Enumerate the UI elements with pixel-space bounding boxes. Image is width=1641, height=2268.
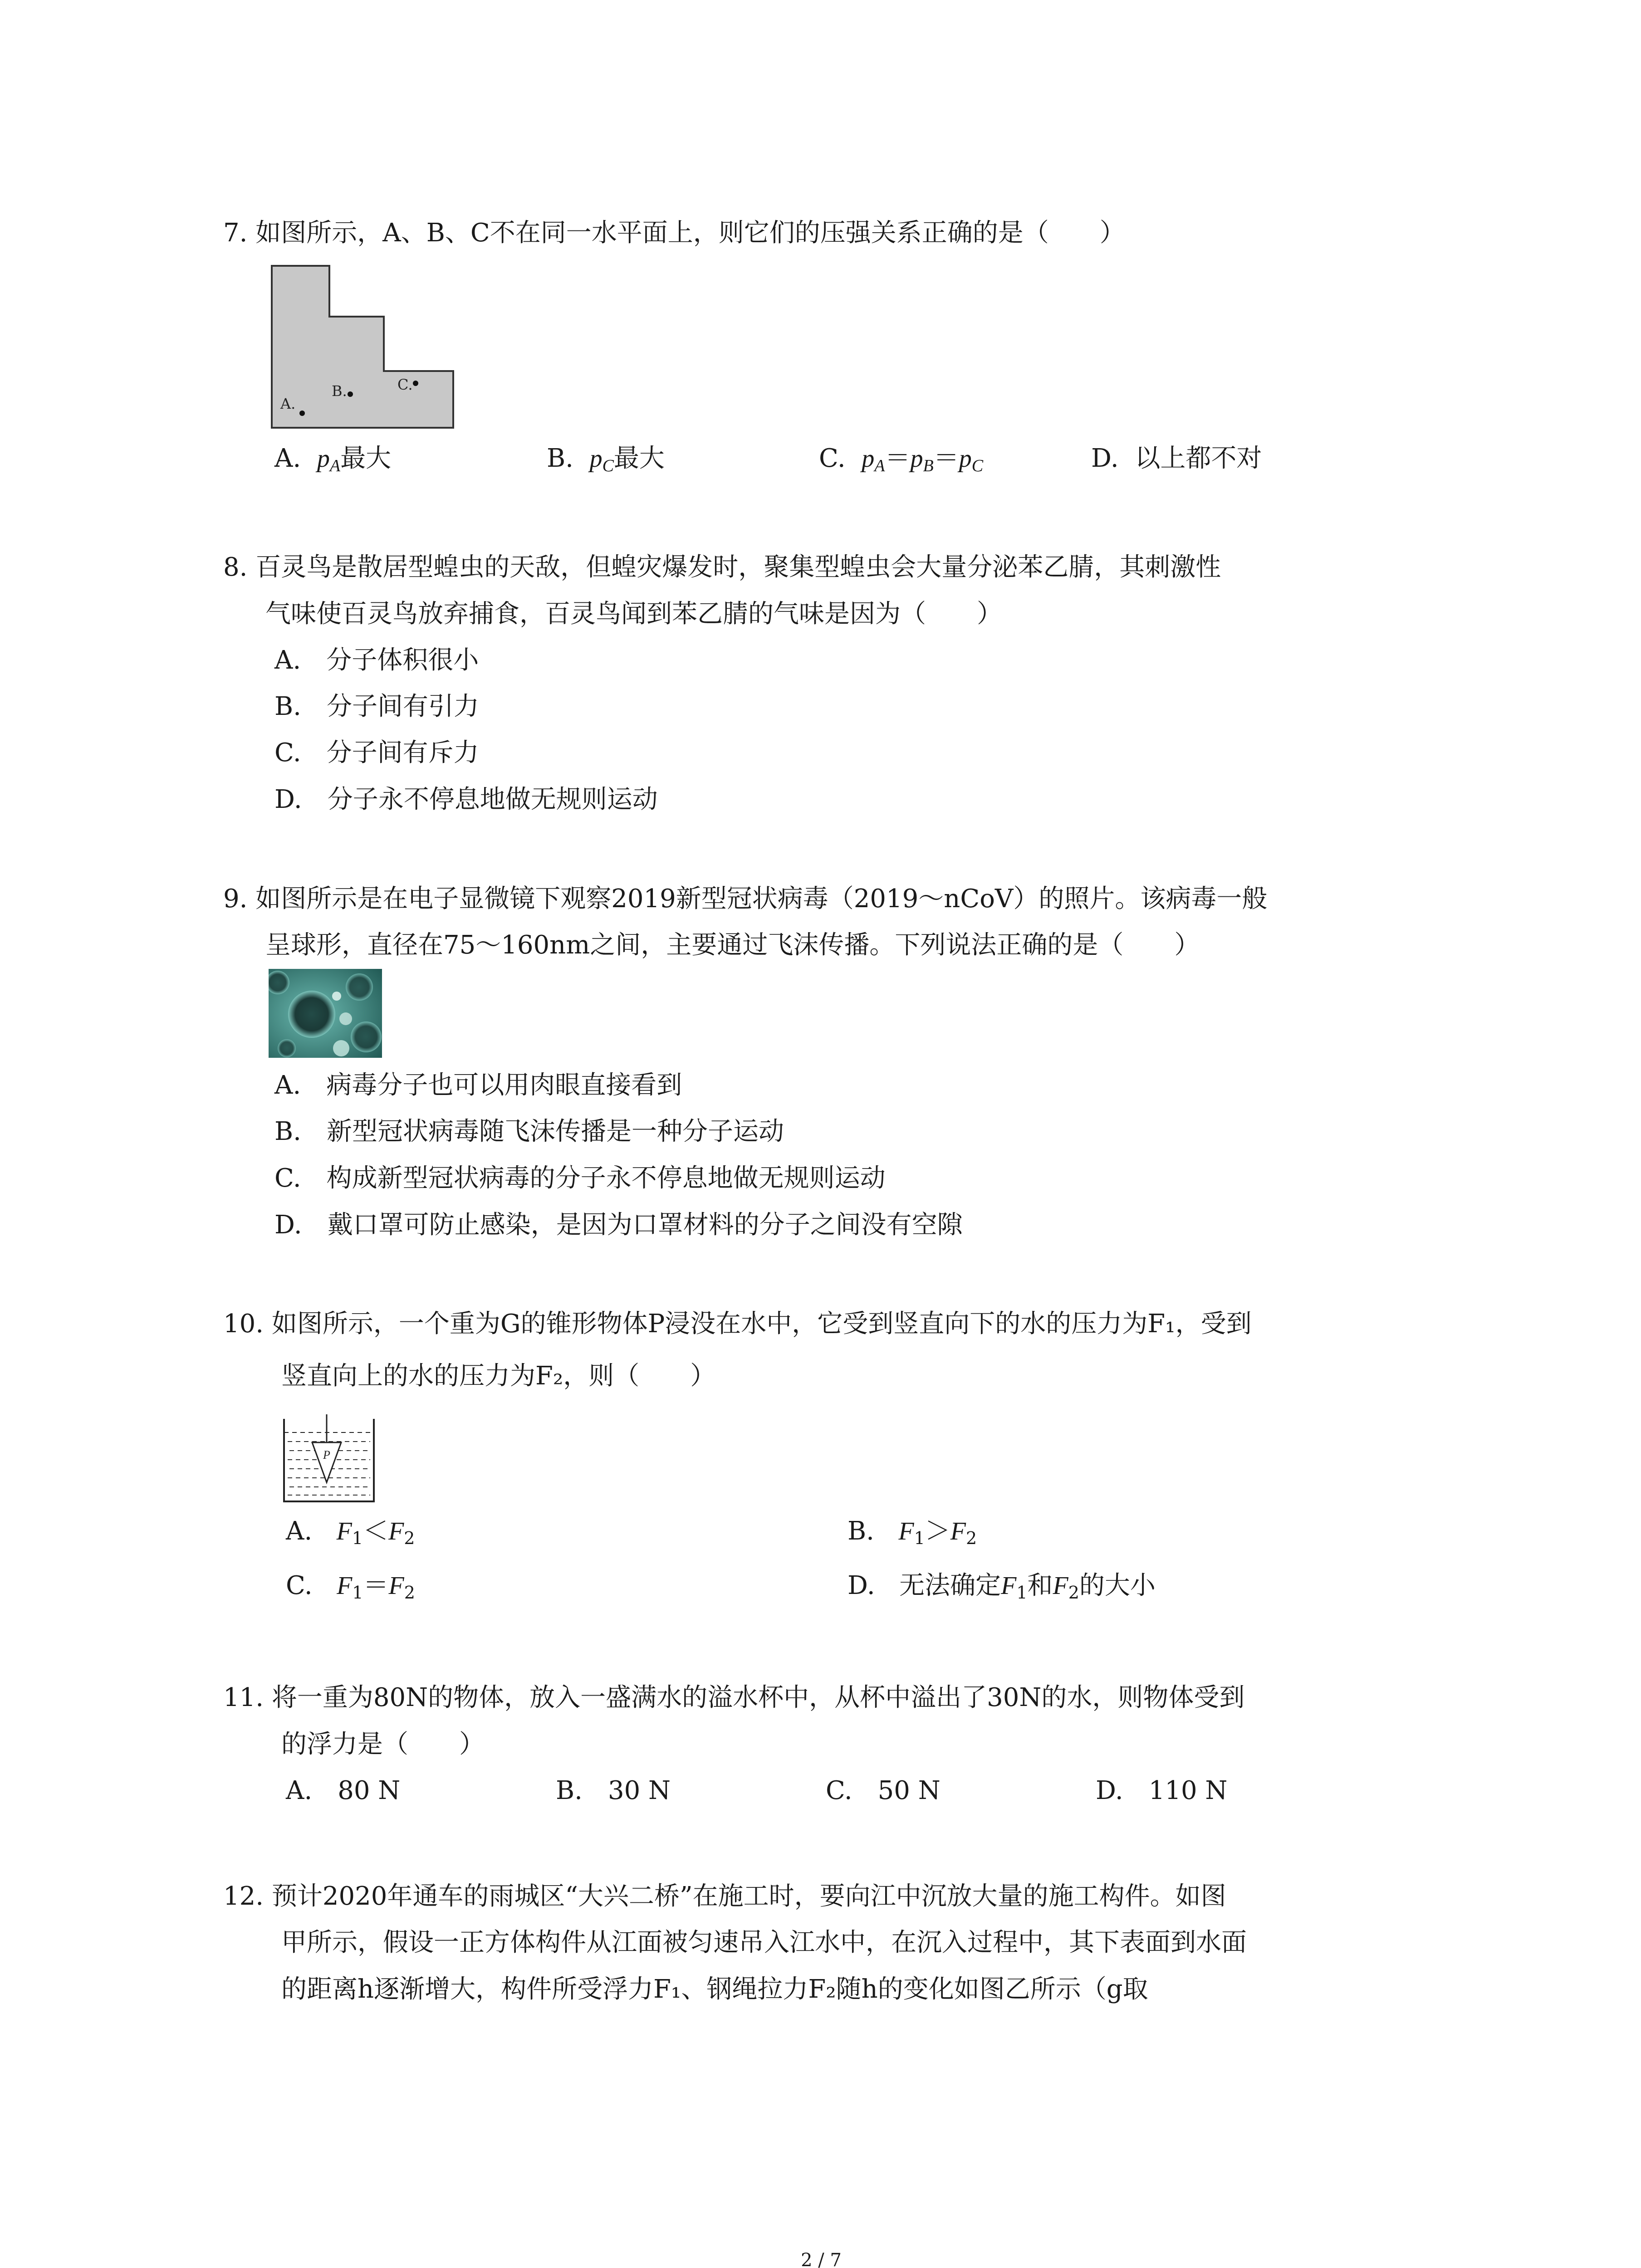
q7-point-a: [299, 411, 305, 416]
q9-stem-line2: 呈球形，直径在75～160nm之间，主要通过飞沫传播。下列说法正确的是（ ）: [265, 930, 1200, 960]
q9-option-d[interactable]: D. 戴口罩可防止感染，是因为口罩材料的分子之间没有空隙: [274, 1210, 963, 1240]
q8-option-d[interactable]: D. 分子永不停息地做无规则运动: [274, 785, 658, 814]
q7-option-b[interactable]: B. $p_C$最大: [547, 444, 665, 475]
q9-virus-particle: [346, 973, 373, 1001]
q9-option-c[interactable]: C. 构成新型冠状病毒的分子永不停息地做无规则运动: [274, 1163, 886, 1193]
q9-option-b[interactable]: B. 新型冠状病毒随飞沫传播是一种分子运动: [274, 1117, 784, 1146]
q9-virus-photo: [269, 969, 382, 1058]
q9-option-a[interactable]: A. 病毒分子也可以用肉眼直接看到: [274, 1070, 682, 1100]
q11-stem-line2: 的浮力是（ ）: [281, 1730, 485, 1759]
q7-stem: [223, 217, 1125, 249]
q7-label-c: C.: [397, 376, 413, 393]
q11-option-c[interactable]: C. 50 N: [826, 1776, 941, 1805]
q9-virus-particle: [333, 1040, 349, 1056]
q11-option-d[interactable]: D. 110 N: [1096, 1776, 1228, 1805]
q10-label-p: P: [323, 1448, 330, 1461]
q11-number: 11.: [223, 1683, 264, 1712]
q7-option-c[interactable]: C. $p_A=p_B=p_C$: [819, 444, 984, 475]
q7-option-d[interactable]: D. 以上都不对: [1091, 444, 1262, 473]
q9-virus-particle-main: [288, 991, 335, 1038]
q7-number: 7.: [223, 218, 248, 248]
q7-vessel-shape: [272, 266, 453, 428]
q9-number: 9.: [223, 884, 248, 914]
q7-label-b: B.: [332, 382, 347, 400]
q12-stem-line3: 的距离h逐渐增大，构件所受浮力F₁、钢绳拉力F₂随h的变化如图乙所示（g取: [281, 1975, 1148, 2004]
q7-option-a[interactable]: A. $p_A$最大: [274, 444, 392, 475]
q7-point-b: [348, 391, 353, 397]
q9-stem-line1: 9. 如图所示是在电子显微镜下观察2019新型冠状病毒（2019～nCoV）的照片。该病毒一般: [223, 884, 1268, 914]
q7-label-a: A.: [280, 395, 296, 412]
q7-vessel-figure: [270, 264, 456, 432]
q9-virus-particle: [351, 1022, 382, 1052]
q11-option-b[interactable]: B. 30 N: [556, 1776, 671, 1805]
q11-option-a[interactable]: A. 80 N: [286, 1776, 401, 1805]
q12-number: 12.: [223, 1882, 264, 1911]
q10-option-a[interactable]: A. $F_1<F_2$: [286, 1516, 415, 1548]
q12-stem-line2: 甲所示，假设一正方体构件从江面被匀速吊入江水中，在沉入过程中，其下表面到水面: [281, 1928, 1247, 1957]
page-number: 2 / 7: [801, 2250, 842, 2268]
q7-stem-text: 如图所示，A、B、C不在同一水平面上，则它们的压强关系正确的是（ ）: [255, 218, 1125, 248]
q10-stem-line1: 10. 如图所示，一个重为G的锥形物体P浸没在水中，它受到竖直向下的水的压力为F₁，受到: [223, 1309, 1252, 1339]
q9-virus-particle: [332, 992, 341, 1001]
q8-stem-line1: 8. 百灵鸟是散居型蝗虫的天敌，但蝗灾爆发时，聚集型蝗虫会大量分泌苯乙腈，其刺激性: [223, 552, 1221, 582]
q8-option-b[interactable]: B. 分子间有引力: [274, 692, 479, 721]
q7-point-c: [413, 381, 418, 386]
q8-option-c[interactable]: C. 分子间有斥力: [274, 738, 479, 767]
q10-option-b[interactable]: B. $F_1>F_2$: [847, 1516, 977, 1548]
q8-number: 8.: [223, 552, 248, 582]
q10-stem-line2: 竖直向上的水的压力为F₂，则（ ）: [281, 1361, 716, 1391]
q8-option-a[interactable]: A. 分子体积很小: [274, 645, 479, 675]
q10-option-c[interactable]: C. $F_1=F_2$: [286, 1571, 415, 1603]
q10-container-figure: [281, 1414, 377, 1505]
q10-option-d[interactable]: D. 无法确定$F_1$和$F_2$的大小: [847, 1571, 1156, 1603]
q12-stem-line1: 12. 预计2020年通车的雨城区“大兴二桥”在施工时，要向江中沉放大量的施工构件。如图: [223, 1882, 1226, 1911]
q9-virus-particle: [278, 1039, 296, 1057]
q11-stem-line1: 11. 将一重为80N的物体，放入一盛满水的溢水杯中，从杯中溢出了30N的水，则物体受到: [223, 1683, 1245, 1712]
q9-virus-particle: [339, 1012, 352, 1025]
q10-number: 10.: [223, 1309, 264, 1339]
q8-stem-line2: 气味使百灵鸟放弃捕食，百灵鸟闻到苯乙腈的气味是因为（ ）: [265, 599, 1002, 629]
